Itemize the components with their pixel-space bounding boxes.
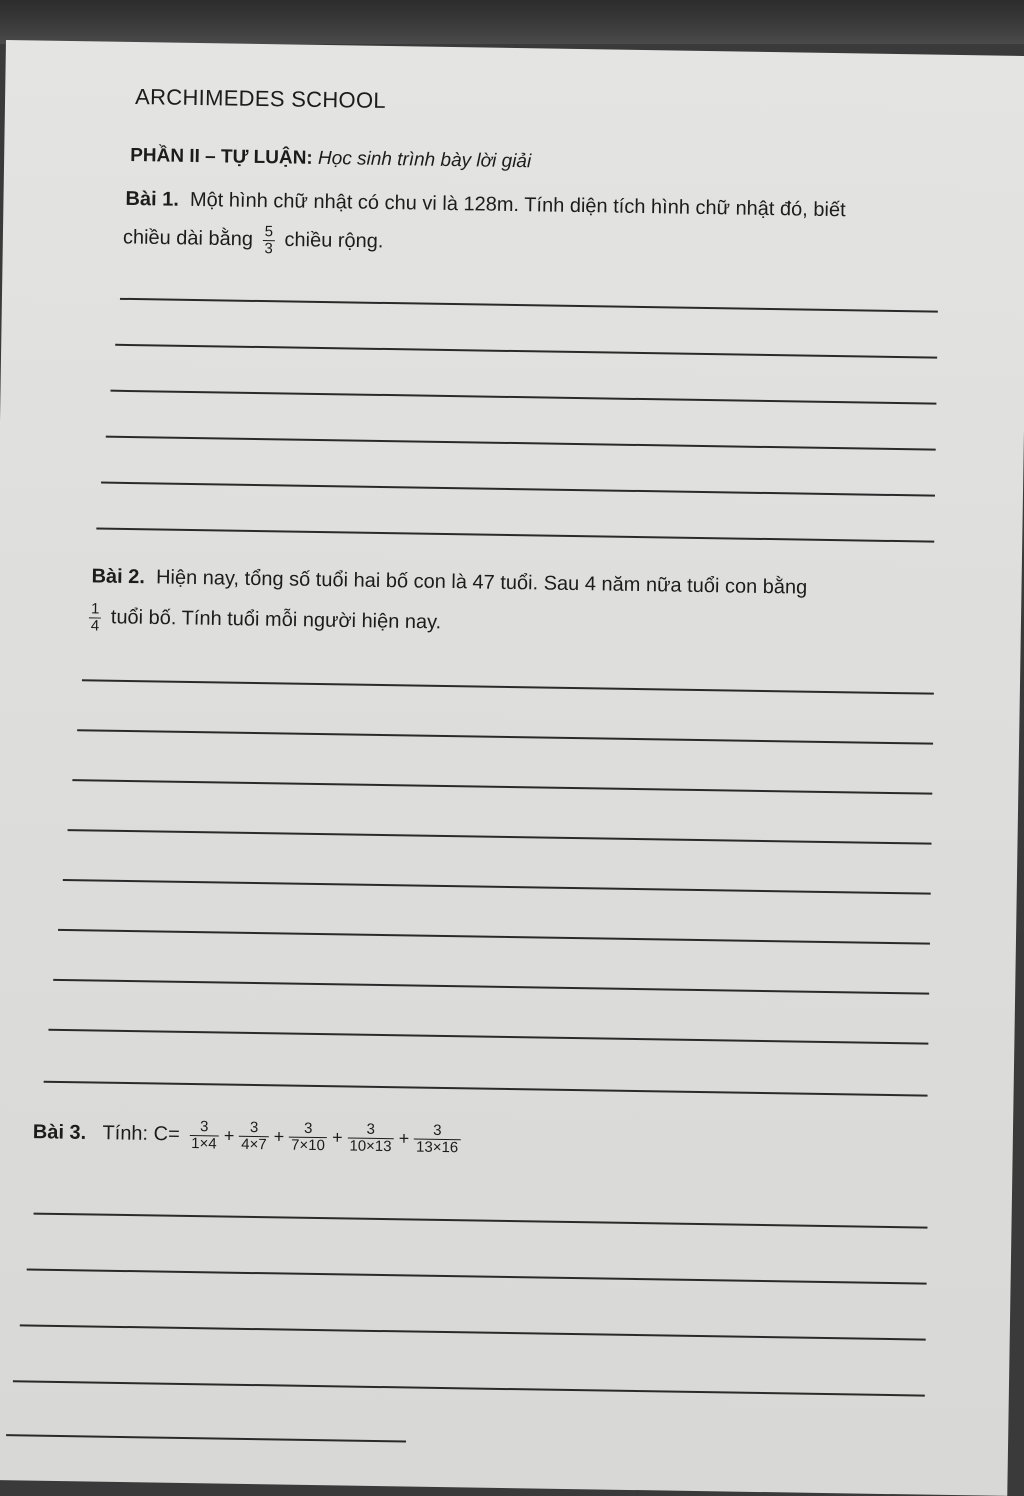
bai2-frac-num: 1 — [89, 601, 102, 618]
bai2-line1 — [91, 565, 807, 599]
answer-line[interactable] — [6, 1434, 406, 1442]
answer-line[interactable] — [27, 1268, 927, 1284]
answer-line[interactable] — [120, 298, 938, 312]
answer-line[interactable] — [115, 344, 937, 359]
answer-line[interactable] — [72, 779, 932, 794]
bai1-text-before: chiều dài bằng — [122, 226, 254, 251]
answer-line[interactable] — [106, 436, 936, 451]
answer-line[interactable] — [20, 1324, 926, 1340]
bai3-line — [33, 1117, 465, 1156]
term-num: 3 — [414, 1123, 460, 1140]
bai3-label: Bài 3. — [32, 1121, 87, 1144]
bai1-line2 — [123, 222, 384, 259]
term-den: 4×7 — [241, 1135, 267, 1153]
plus-sign: + — [273, 1126, 285, 1147]
answer-line[interactable] — [110, 390, 936, 405]
school-name: ARCHIMEDES SCHOOL — [134, 84, 387, 113]
top-edge-background — [0, 0, 1024, 44]
bai2-line2 — [85, 601, 442, 639]
bai3-term-3 — [289, 1121, 327, 1154]
bai1-text-line1: Một hình chữ nhật có chu vi là 128m. Tính diện tích hình chữ nhật đó, biết — [189, 188, 846, 222]
term-den: 7×10 — [291, 1136, 326, 1154]
bai2-label: Bài 2. — [91, 565, 146, 589]
bai1-line1 — [125, 188, 845, 222]
bai2-frac-den: 4 — [90, 617, 100, 635]
plus-sign: + — [223, 1125, 235, 1146]
bai1-label: Bài 1. — [125, 187, 180, 211]
bai1-text-after: chiều rộng. — [284, 228, 384, 253]
plus-sign: + — [398, 1128, 410, 1149]
term-den: 1×4 — [191, 1134, 217, 1153]
worksheet-page — [0, 40, 1024, 1496]
term-den: 13×16 — [415, 1138, 459, 1156]
answer-line[interactable] — [96, 527, 934, 542]
section-instruction: Học sinh trình bày lời giải — [317, 147, 532, 173]
answer-line[interactable] — [77, 729, 933, 744]
plus-sign: + — [331, 1127, 343, 1148]
term-den: 10×13 — [349, 1137, 392, 1155]
answer-line[interactable] — [68, 829, 932, 844]
bai2-fraction — [89, 601, 102, 634]
section-label: PHẦN II – TỰ LUẬN: — [130, 144, 313, 169]
bai3-term-1 — [189, 1119, 219, 1152]
answer-line[interactable] — [82, 679, 934, 694]
term-num: 3 — [289, 1121, 327, 1138]
term-num: 3 — [189, 1119, 219, 1136]
term-num: 3 — [348, 1122, 394, 1139]
bai3-var: C — [153, 1122, 169, 1146]
bai3-prefix: Tính: — [102, 1122, 149, 1145]
bai2-text-line1: Hiện nay, tổng số tuổi hai bố con là 47 tuổi. Sau 4 năm nữa tuổi con bằng — [155, 566, 808, 599]
bai1-frac-num: 5 — [263, 224, 276, 241]
bai1-fraction — [262, 224, 275, 257]
answer-line[interactable] — [63, 879, 931, 894]
bai3-term-4 — [347, 1122, 394, 1155]
answer-line[interactable] — [53, 979, 929, 994]
section-heading — [130, 145, 531, 173]
bai2-text-after: tuổi bố. Tính tuổi mỗi người hiện nay. — [110, 606, 442, 634]
answer-line[interactable] — [101, 482, 935, 497]
answer-line[interactable] — [58, 929, 930, 944]
bai3-term-2 — [239, 1120, 269, 1153]
bai3-eq: = — [167, 1123, 180, 1146]
bai1-frac-den: 3 — [264, 239, 273, 257]
answer-line[interactable] — [44, 1081, 928, 1096]
answer-line[interactable] — [13, 1380, 925, 1396]
answer-line[interactable] — [48, 1029, 928, 1044]
term-num: 3 — [239, 1120, 269, 1137]
answer-line[interactable] — [34, 1213, 928, 1229]
bai3-term-5 — [414, 1123, 461, 1156]
